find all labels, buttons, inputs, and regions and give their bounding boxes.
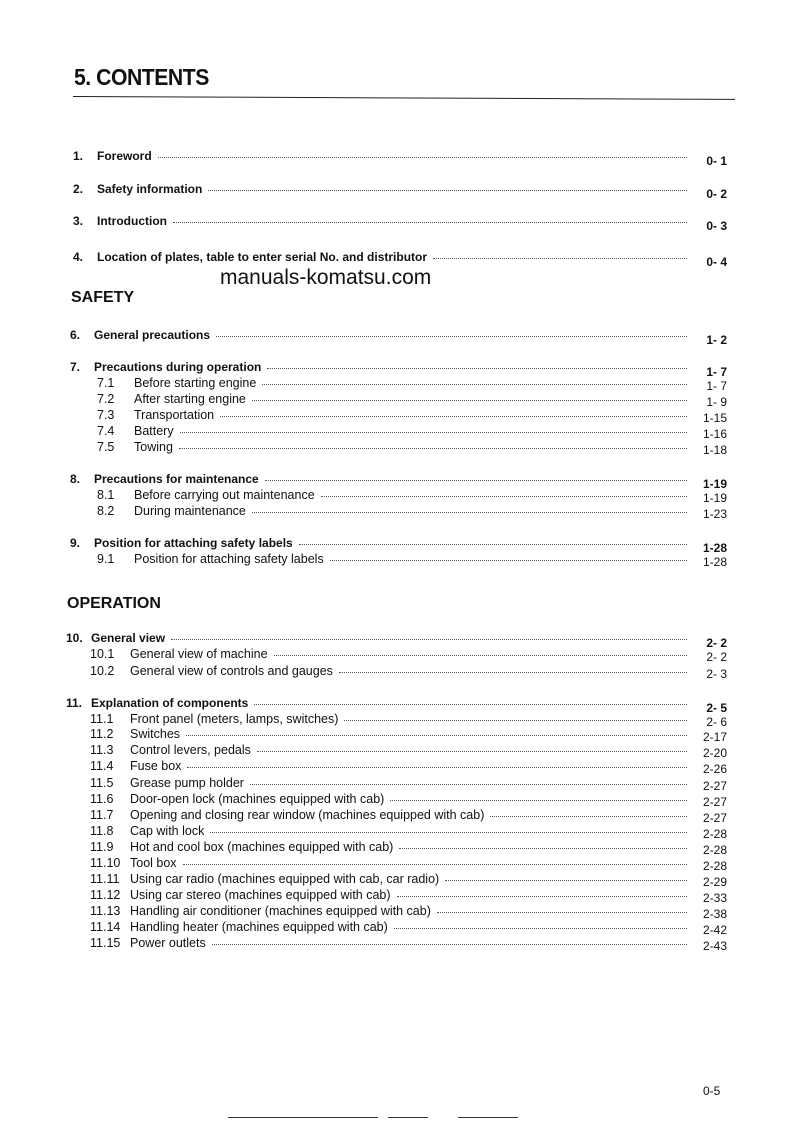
entry-label: Fuse box: [130, 759, 182, 773]
toc-subentry: [97, 440, 727, 457]
entry-number: 8.1: [97, 488, 115, 502]
entry-page: 2-28: [702, 859, 727, 873]
entry-number: 11.6: [90, 792, 114, 806]
entry-number: 11.13: [90, 904, 121, 918]
dot-leader: [208, 190, 687, 191]
entry-page: 2-27: [702, 811, 727, 825]
toc-subentry: [90, 824, 727, 841]
entry-page: 2-17: [702, 730, 727, 744]
entry-label: Front panel (meters, lamps, switches): [130, 712, 339, 726]
entry-number: 11.2: [90, 727, 114, 741]
entry-number: 11.1: [90, 712, 114, 726]
entry-number: 10.: [66, 631, 83, 645]
entry-page: 0- 3: [706, 219, 727, 233]
toc-subentry: [90, 792, 727, 809]
entry-label: Precautions during operation: [94, 360, 262, 374]
entry-label: Towing: [134, 440, 173, 454]
entry-number: 10.1: [90, 647, 115, 661]
entry-label: Opening and closing rear window (machines equipped with cab): [130, 808, 485, 822]
footer-rule: [458, 1117, 518, 1118]
entry-page: 2- 3: [706, 667, 727, 681]
entry-label: General precautions: [94, 328, 211, 342]
dot-leader: [250, 784, 687, 785]
toc-entry: [66, 696, 727, 715]
toc-entry: [66, 631, 727, 650]
entry-page: 2-28: [702, 827, 727, 841]
toc-subentry: [97, 504, 727, 521]
entry-page: 1-16: [702, 427, 727, 441]
toc-entry: [73, 149, 727, 168]
entry-page: 1-23: [702, 507, 727, 521]
entry-number: 1.: [73, 149, 84, 163]
entry-page: 1- 9: [706, 395, 727, 409]
entry-number: 11.4: [90, 759, 114, 773]
entry-page: 1- 7: [706, 379, 727, 393]
entry-number: 4.: [73, 250, 84, 264]
entry-number: 7.5: [97, 440, 115, 454]
entry-page: 2-33: [702, 891, 727, 905]
dot-leader: [210, 832, 687, 833]
entry-page: 2-43: [702, 939, 727, 953]
entry-page: 2- 5: [706, 701, 727, 715]
toc-subentry: [97, 408, 727, 425]
dot-leader: [252, 512, 687, 513]
footer-rule: [228, 1117, 378, 1118]
entry-number: 7.2: [97, 392, 115, 406]
entry-label: Foreword: [97, 149, 152, 163]
entry-number: 3.: [73, 214, 84, 228]
entry-label: Safety information: [97, 182, 203, 196]
entry-number: 11.12: [90, 888, 121, 902]
entry-page: 2-29: [702, 875, 727, 889]
toc-subentry: [97, 552, 727, 569]
entry-number: 9.1: [97, 552, 115, 566]
entry-label: Handling heater (machines equipped with cab): [130, 920, 388, 934]
toc-entry: [70, 360, 727, 379]
page-number: 0-5: [703, 1084, 721, 1098]
dot-leader: [158, 157, 687, 158]
entry-page: 0- 1: [706, 154, 727, 168]
toc-subentry: [90, 776, 727, 793]
section-heading-safety: SAFETY: [71, 289, 135, 306]
dot-leader: [445, 880, 687, 881]
footer-rule: [388, 1117, 428, 1118]
entry-number: 11.11: [90, 872, 120, 886]
dot-leader: [433, 258, 687, 259]
entry-page: 2- 6: [706, 715, 727, 729]
entry-label: Battery: [134, 424, 174, 438]
dot-leader: [267, 368, 687, 369]
toc-entry: [70, 472, 727, 491]
dot-leader: [173, 222, 687, 223]
entry-page: 1-19: [702, 491, 727, 505]
entry-number: 10.2: [90, 664, 115, 678]
entry-label: Before carrying out maintenance: [134, 488, 315, 502]
entry-number: 2.: [73, 182, 84, 196]
toc-entry: [73, 250, 727, 269]
entry-page: 2-28: [702, 843, 727, 857]
entry-page: 1-28: [702, 541, 727, 555]
toc-subentry: [90, 664, 727, 681]
dot-leader: [437, 912, 687, 913]
entry-label: Introduction: [97, 214, 167, 228]
dot-leader: [265, 480, 687, 481]
entry-number: 8.: [70, 472, 81, 486]
entry-number: 11.3: [90, 743, 114, 757]
entry-number: 6.: [70, 328, 81, 342]
entry-page: 2- 2: [706, 636, 727, 650]
entry-number: 7.4: [97, 424, 115, 438]
entry-label: General view of controls and gauges: [130, 664, 333, 678]
entry-page: 0- 4: [706, 255, 727, 269]
toc-subentry: [90, 920, 727, 937]
toc-subentry: [90, 872, 727, 889]
entry-page: 2-27: [702, 795, 727, 809]
entry-number: 11.10: [90, 856, 121, 870]
dot-leader: [212, 944, 687, 945]
dot-leader: [186, 735, 687, 736]
dot-leader: [394, 928, 687, 929]
entry-page: 1- 2: [706, 333, 727, 347]
entry-label: Tool box: [130, 856, 177, 870]
entry-label: Position for attaching safety labels: [94, 536, 293, 550]
entry-label: Control levers, pedals: [130, 743, 251, 757]
dot-leader: [220, 416, 687, 417]
entry-page: 2-20: [702, 746, 727, 760]
dot-leader: [171, 639, 687, 640]
entry-number: 8.2: [97, 504, 115, 518]
dot-leader: [179, 448, 687, 449]
toc-entry: [73, 214, 727, 233]
toc-subentry: [90, 888, 727, 905]
toc-subentry: [90, 743, 727, 760]
dot-leader: [180, 432, 687, 433]
entry-label: Transportation: [134, 408, 215, 422]
entry-label: Before starting engine: [134, 376, 257, 390]
toc-subentry: [90, 647, 727, 664]
page-title: 5. CONTENTS: [74, 64, 209, 90]
entry-number: 11.: [66, 696, 83, 710]
entry-label: Cap with lock: [130, 824, 205, 838]
entry-page: 2-26: [702, 762, 727, 776]
toc-subentry: [97, 488, 727, 505]
entry-label: General view: [91, 631, 166, 645]
dot-leader: [299, 544, 687, 545]
toc-subentry: [90, 936, 727, 953]
dot-leader: [390, 800, 687, 801]
dot-leader: [490, 816, 687, 817]
entry-page: 2-27: [702, 779, 727, 793]
entry-page: 2- 2: [706, 650, 727, 664]
entry-label: After starting engine: [134, 392, 246, 406]
dot-leader: [339, 672, 687, 673]
entry-label: Position for attaching safety labels: [134, 552, 324, 566]
toc-subentry: [90, 727, 727, 744]
entry-label: General view of machine: [130, 647, 268, 661]
entry-label: During maintenance: [134, 504, 246, 518]
entry-number: 7.1: [97, 376, 115, 390]
entry-page: 1-15: [702, 411, 727, 425]
dot-leader: [274, 655, 687, 656]
entry-label: Grease pump holder: [130, 776, 244, 790]
entry-page: 0- 2: [706, 187, 727, 201]
entry-label: Power outlets: [130, 936, 206, 950]
dot-leader: [399, 848, 687, 849]
toc-entry: [70, 536, 727, 555]
entry-number: 11.7: [90, 808, 114, 822]
entry-page: 2-38: [702, 907, 727, 921]
entry-label: Precautions for maintenance: [94, 472, 259, 486]
dot-leader: [330, 560, 687, 561]
entry-page: 1-28: [702, 555, 727, 569]
dot-leader: [183, 864, 687, 865]
entry-label: Using car radio (machines equipped with cab, car radio): [130, 872, 440, 886]
toc-subentry: [97, 376, 727, 393]
entry-page: 1-19: [702, 477, 727, 491]
dot-leader: [257, 751, 687, 752]
toc-entry: [73, 182, 727, 201]
entry-page: 2-42: [702, 923, 727, 937]
entry-number: 11.15: [90, 936, 121, 950]
entry-label: Door-open lock (machines equipped with cab): [130, 792, 385, 806]
dot-leader: [344, 720, 687, 721]
entry-number: 9.: [70, 536, 81, 550]
toc-entry: [70, 328, 727, 347]
toc-subentry: [90, 712, 727, 729]
entry-number: 11.14: [90, 920, 121, 934]
entry-label: Switches: [130, 727, 181, 741]
toc-subentry: [90, 808, 727, 825]
dot-leader: [321, 496, 687, 497]
dot-leader: [397, 896, 687, 897]
entry-page: 1- 7: [706, 365, 727, 379]
toc-subentry: [97, 424, 727, 441]
title-underline: [73, 96, 735, 100]
watermark: manuals-komatsu.com: [220, 266, 432, 289]
toc-subentry: [90, 759, 727, 776]
entry-number: 11.8: [90, 824, 114, 838]
entry-number: 11.5: [90, 776, 114, 790]
entry-number: 7.3: [97, 408, 115, 422]
entry-number: 7.: [70, 360, 81, 374]
toc-subentry: [97, 392, 727, 409]
entry-label: Explanation of components: [91, 696, 249, 710]
toc-subentry: [90, 904, 727, 921]
dot-leader: [252, 400, 687, 401]
dot-leader: [254, 704, 687, 705]
dot-leader: [216, 336, 687, 337]
dot-leader: [187, 767, 687, 768]
entry-label: Hot and cool box (machines equipped with cab): [130, 840, 394, 854]
section-heading-operation: OPERATION: [67, 595, 161, 612]
entry-label: Location of plates, table to enter serial No. and distributor: [97, 250, 428, 264]
entry-label: Using car stereo (machines equipped with cab): [130, 888, 391, 902]
dot-leader: [262, 384, 687, 385]
toc-subentry: [90, 856, 727, 873]
toc-subentry: [90, 840, 727, 857]
entry-number: 11.9: [90, 840, 114, 854]
entry-page: 1-18: [702, 443, 727, 457]
entry-label: Handling air conditioner (machines equipped with cab): [130, 904, 431, 918]
